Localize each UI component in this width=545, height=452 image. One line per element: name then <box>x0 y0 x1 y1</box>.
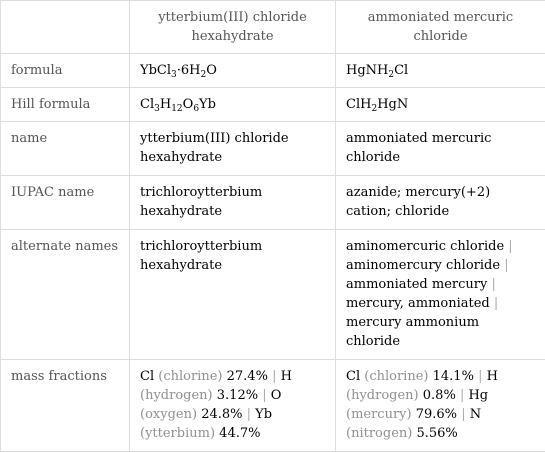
name-ytterbium-chloride: ytterbium(III) chloride hexahydrate <box>130 122 336 176</box>
element-symbol: Hg <box>468 388 488 403</box>
element-name: (hydrogen) <box>346 388 419 403</box>
mass-fraction-value: 5.56% <box>416 426 457 441</box>
mass-fraction-value: 3.12% <box>217 388 258 403</box>
row-iupac-name <box>1 176 545 230</box>
row-alternate-names <box>1 230 545 360</box>
separator: | <box>478 369 482 384</box>
row-label-hill-formula: Hill formula <box>1 88 130 122</box>
row-label-formula: formula <box>1 54 130 88</box>
alternate-names-ytterbium-chloride <box>130 230 336 360</box>
alternate-names-ammoniated-mercuric-chloride <box>336 230 545 360</box>
mass-fraction-value: 79.6% <box>416 407 457 422</box>
row-hill-formula <box>1 88 545 122</box>
mass-fraction-value: 27.4% <box>227 369 268 384</box>
column-header-ytterbium-chloride: ytterbium(III) chloride hexahydrate <box>130 1 336 54</box>
mass-fraction-value: 14.1% <box>433 369 474 384</box>
mass-fractions-ytterbium-chloride <box>130 360 336 452</box>
element-symbol: Cl <box>346 369 360 384</box>
element-symbol: N <box>470 407 481 422</box>
separator: | <box>494 296 498 311</box>
column-header-ammoniated-mercuric-chloride: ammoniated mercuric chloride <box>336 1 545 54</box>
separator: | <box>460 388 464 403</box>
alternate-name: aminomercuric chloride <box>346 239 504 254</box>
element-symbol: Cl <box>140 369 154 384</box>
iupac-name-ytterbium-chloride: trichloroytterbium hexahydrate <box>130 176 336 230</box>
row-formula <box>1 54 545 88</box>
header-corner <box>1 1 130 54</box>
element-symbol: H <box>487 369 498 384</box>
header-row <box>1 1 545 54</box>
element-name: (chlorine) <box>364 369 428 384</box>
formula-ammoniated-mercuric-chloride: HgNH$_2$Cl <box>336 54 545 88</box>
hill-formula-ytterbium-chloride: $Cl_3H_{12}O_6Yb$ <box>130 88 336 122</box>
alternate-name: aminomercury chloride <box>346 258 500 273</box>
row-label-iupac-name: IUPAC name <box>1 176 130 230</box>
row-label-mass-fractions: mass fractions <box>1 360 130 452</box>
separator: | <box>461 407 465 422</box>
row-label-alternate-names: alternate names <box>1 230 130 360</box>
row-name <box>1 122 545 176</box>
alternate-name: mercury, ammoniated <box>346 296 490 311</box>
alternate-name: trichloroytterbium hexahydrate <box>140 239 262 273</box>
separator: | <box>272 369 276 384</box>
name-ammoniated-mercuric-chloride: ammoniated mercuric chloride <box>336 122 545 176</box>
row-label-name: name <box>1 122 130 176</box>
iupac-name-ammoniated-mercuric-chloride: azanide; mercury(+2) cation; chloride <box>336 176 545 230</box>
mass-fraction-value: 24.8% <box>201 407 242 422</box>
mass-fraction-value: 0.8% <box>423 388 456 403</box>
mass-fractions-ammoniated-mercuric-chloride <box>336 360 545 452</box>
separator: | <box>504 258 508 273</box>
hill-formula-ammoniated-mercuric-chloride: ClH$_2$HgN <box>336 88 545 122</box>
element-name: (hydrogen) <box>140 388 213 403</box>
separator: | <box>247 407 251 422</box>
formula-ytterbium-chloride: $YbCl_3\cdot 6H_2O$ <box>130 54 336 88</box>
separator: | <box>508 239 512 254</box>
element-name: (ytterbium) <box>140 426 215 441</box>
element-name: (nitrogen) <box>346 426 412 441</box>
mass-fraction-value: 44.7% <box>219 426 260 441</box>
alternate-name: mercury ammonium chloride <box>346 315 479 349</box>
element-name: (mercury) <box>346 407 412 422</box>
separator: | <box>491 277 495 292</box>
alternate-name: ammoniated mercury <box>346 277 487 292</box>
element-name: (chlorine) <box>158 369 222 384</box>
row-mass-fractions <box>1 360 545 452</box>
separator: | <box>262 388 266 403</box>
element-symbol: H <box>281 369 292 384</box>
element-symbol: Yb <box>255 407 272 422</box>
element-name: (oxygen) <box>140 407 197 422</box>
element-symbol: O <box>271 388 282 403</box>
